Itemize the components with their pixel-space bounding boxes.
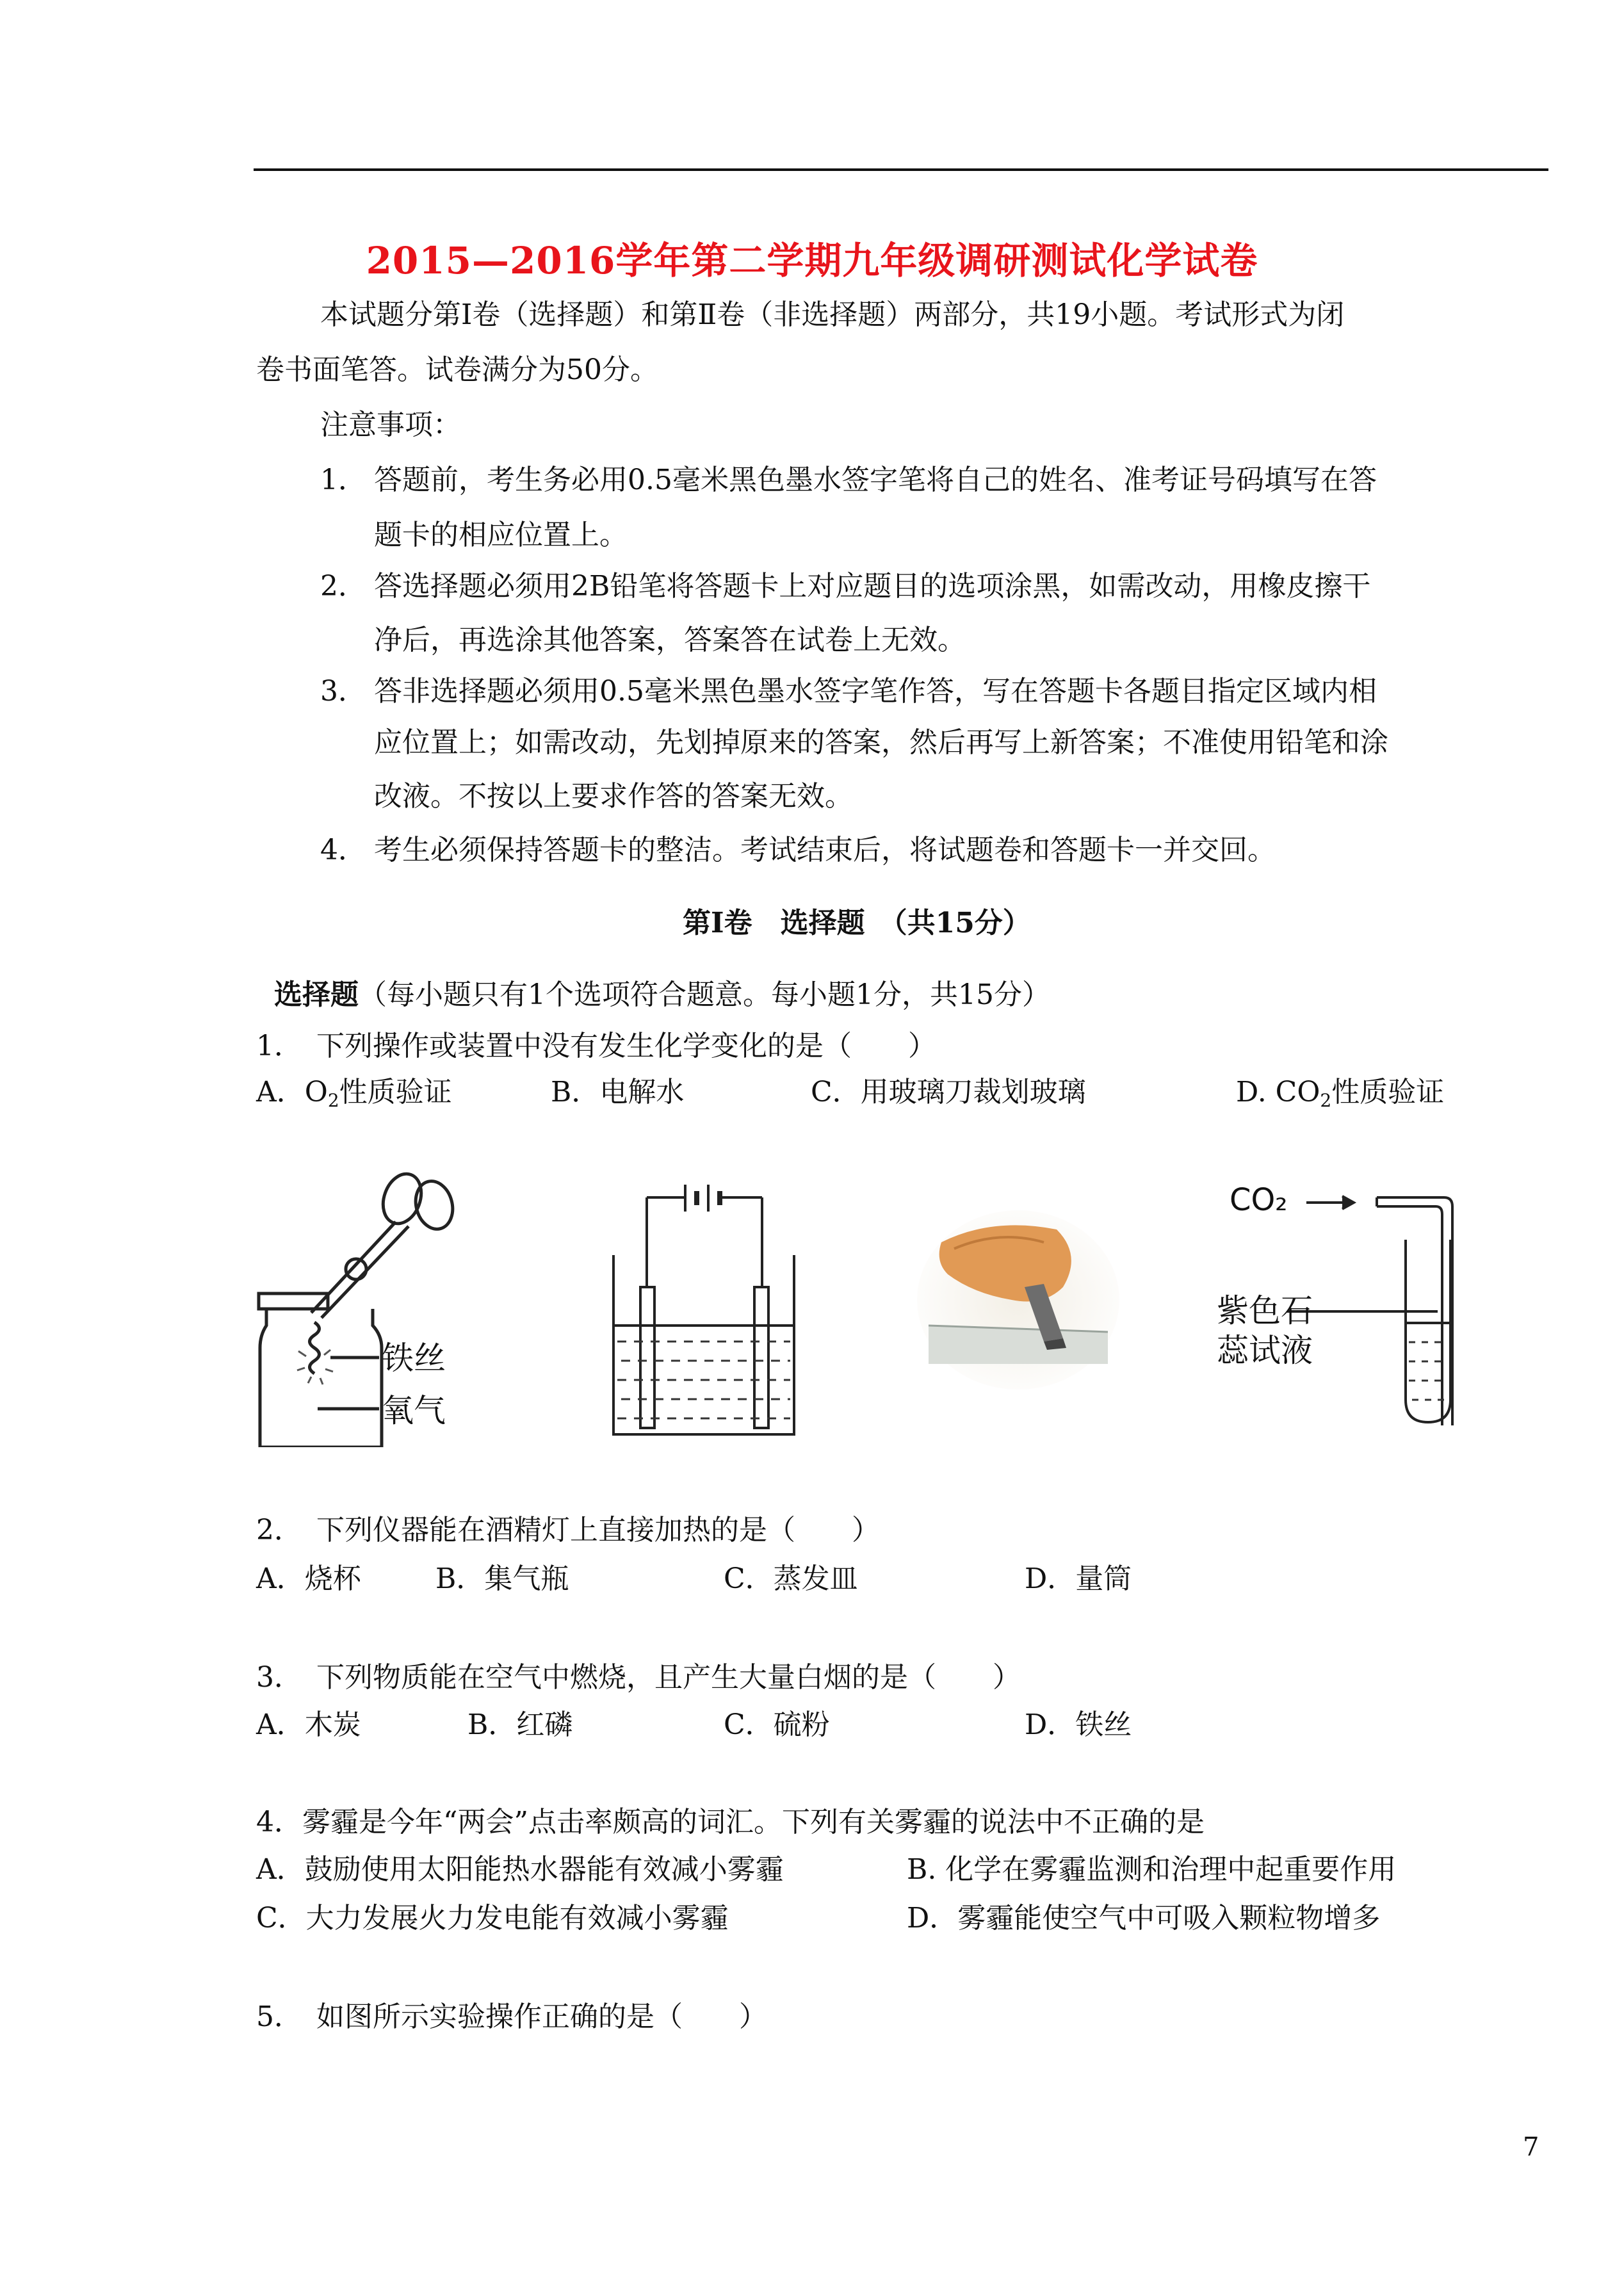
note-2-line-2: 净后，再选涂其他答案，答案答在试卷上无效。 <box>374 624 966 656</box>
note-3-number: 3． <box>320 675 366 708</box>
label-co2: CO₂ <box>1230 1182 1288 1218</box>
q1-stem: 1． 下列操作或装置中没有发生化学变化的是（ ） <box>256 1030 936 1062</box>
section-1-heading: 第Ⅰ卷 选择题 （共15分） <box>683 907 1031 939</box>
note-4-line-1: 考生必须保持答题卡的整洁。考试结束后，将试题卷和答题卡一并交回。 <box>374 834 1276 866</box>
figure-glass-cutting <box>916 1204 1121 1396</box>
instructions-bold: 选择题 <box>274 978 359 1011</box>
q4-option-c: C．大力发展火力发电能有效减小雾霾 <box>256 1902 729 1934</box>
figure-co2-litmus <box>1217 1169 1486 1438</box>
section-1-instructions <box>274 976 1050 1014</box>
page-title: 2015—2016学年第二学期九年级调研测试化学试卷 <box>366 239 1258 282</box>
note-2-number: 2． <box>320 570 366 603</box>
q1-option-d: D. $CO_2$性质验证 <box>1236 1076 1445 1111</box>
label-litmus-line-1: 紫色石 <box>1217 1292 1313 1329</box>
note-2-line-1: 答选择题必须用2B铅笔将答题卡上对应题目的选项涂黑，如需改动，用橡皮擦干 <box>374 570 1371 603</box>
label-oxygen: 氧气 <box>382 1392 446 1429</box>
q1-option-a: A．$O_2$性质验证 <box>256 1076 452 1111</box>
q2-option-d: D．量筒 <box>1025 1562 1132 1595</box>
q2-option-b: B．集气瓶 <box>435 1562 569 1595</box>
note-4-number: 4． <box>320 834 366 866</box>
q3-stem: 3． 下列物质能在空气中燃烧，且产生大量白烟的是（ ） <box>256 1661 1021 1694</box>
q3-option-a: A．木炭 <box>256 1708 361 1741</box>
figure-iron-wire-oxygen <box>254 1165 548 1447</box>
q3-option-d: D．铁丝 <box>1025 1708 1132 1741</box>
q2-option-a: A．烧杯 <box>256 1562 361 1595</box>
note-3-line-3: 改液。不按以上要求作答的答案无效。 <box>374 780 853 813</box>
q1-option-c: C．用玻璃刀裁划玻璃 <box>811 1076 1086 1108</box>
q4-option-d: D．雾霾能使空气中可吸入颗粒物增多 <box>907 1902 1381 1934</box>
q1-option-b: B．电解水 <box>551 1076 685 1108</box>
q4-option-b: B. 化学在雾霾监测和治理中起重要作用 <box>907 1853 1397 1886</box>
q4-stem: 4．雾霾是今年“两会”点击率颇高的词汇。下列有关雾霾的说法中不正确的是 <box>256 1806 1205 1838</box>
intro-line-2: 卷书面笔答。试卷满分为50分。 <box>256 353 658 386</box>
q2-stem: 2． 下列仪器能在酒精灯上直接加热的是（ ） <box>256 1514 880 1546</box>
figure-electrolysis <box>608 1172 800 1447</box>
note-1-line-2: 题卡的相应位置上。 <box>374 519 628 551</box>
q4-option-a: A．鼓励使用太阳能热水器能有效减小雾霾 <box>256 1853 784 1886</box>
q5-stem: 5． 如图所示实验操作正确的是（ ） <box>256 2000 767 2033</box>
notes-heading: 注意事项： <box>320 409 461 441</box>
note-1-line-1: 答题前，考生务必用0.5毫米黑色墨水签字笔将自己的姓名、准考证号码填写在答 <box>374 464 1377 496</box>
q2-option-c: C．蒸发皿 <box>724 1562 858 1595</box>
note-3-line-1: 答非选择题必须用0.5毫米黑色墨水签字笔作答，写在答题卡各题目指定区域内相 <box>374 675 1377 708</box>
q3-option-c: C．硫粉 <box>724 1708 830 1741</box>
header-rule <box>254 168 1548 171</box>
q3-option-b: B．红磷 <box>467 1708 573 1741</box>
intro-line-1: 本试题分第Ⅰ卷（选择题）和第Ⅱ卷（非选择题）两部分，共19小题。考试形式为闭 <box>320 298 1345 331</box>
instructions-rest: （每小题只有1个选项符合题意。每小题1分，共15分） <box>359 978 1050 1011</box>
note-1-number: 1． <box>320 464 366 496</box>
page-number: 7 <box>1523 2132 1539 2162</box>
label-iron-wire: 铁丝 <box>382 1340 446 1377</box>
label-litmus-line-2: 蕊试液 <box>1217 1332 1313 1369</box>
note-3-line-2: 应位置上；如需改动，先划掉原来的答案，然后再写上新答案；不准使用铅笔和涂 <box>374 726 1388 759</box>
